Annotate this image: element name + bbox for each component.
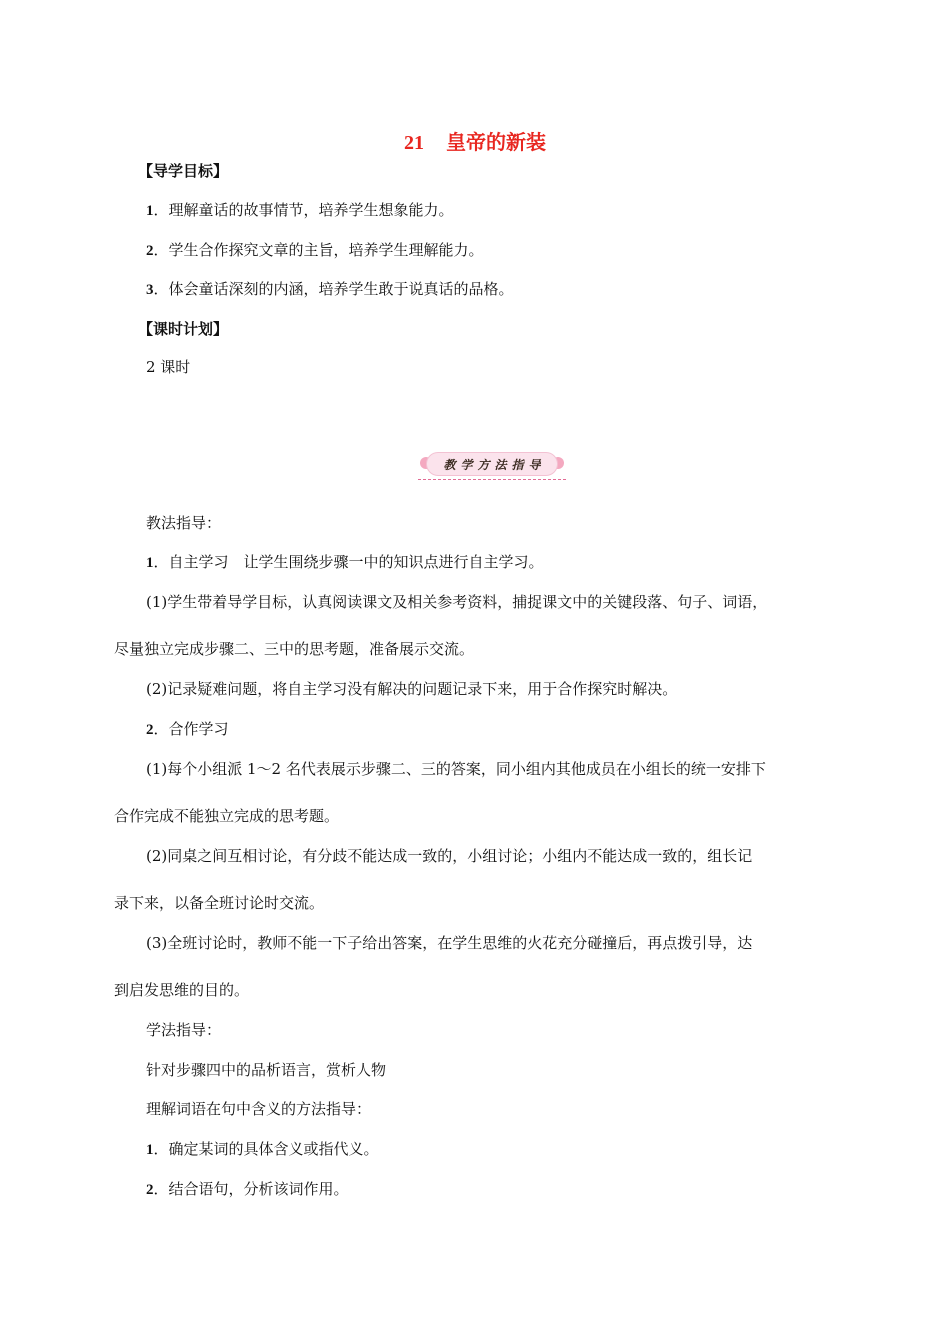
- step-text: ．合作学习: [153, 720, 229, 738]
- step-text: ．自主学习 让学生围绕步骤一中的知识点进行自主学习。: [153, 553, 544, 571]
- banner-box: [426, 452, 558, 476]
- method-number: 1: [146, 1142, 154, 1158]
- goal-text: ．理解童话的故事情节，培养学生想象能力。: [153, 201, 454, 219]
- method-2: [146, 1179, 349, 1200]
- paragraph-line: (2)记录疑难问题，将自主学习没有解决的问题记录下来，用于合作探究时解决。: [146, 680, 678, 698]
- paragraph-line: 合作完成不能独立完成的思考题。: [114, 807, 340, 825]
- paragraph-line: 录下来，以备全班讨论时交流。: [114, 894, 325, 912]
- step-number: 1: [146, 555, 154, 571]
- paragraph-line: (3)全班讨论时，教师不能一下子给出答案，在学生思维的火花充分碰撞后，再点拨引导，达: [146, 934, 753, 952]
- goal-text: ．体会童话深刻的内涵，培养学生敢于说真话的品格。: [153, 280, 514, 298]
- goal-item-3: [146, 279, 514, 300]
- goals-header: 【导学目标】: [138, 162, 229, 180]
- lesson-number: 21: [404, 132, 424, 154]
- step-1: [146, 552, 544, 573]
- step-number: 2: [146, 722, 154, 738]
- paragraph-line: (1)每个小组派 1～2 名代表展示步骤二、三的答案，同小组内其他成员在小组长的统一安排下: [146, 760, 766, 778]
- lesson-title: 皇帝的新装: [446, 130, 546, 154]
- section-banner: [418, 451, 566, 481]
- goal-number: 3: [146, 282, 154, 298]
- paragraph-line: (2)同桌之间互相讨论，有分歧不能达成一致的，小组讨论；小组内不能达成一致的，组长记: [146, 847, 753, 865]
- plan-text: 2 课时: [146, 358, 191, 376]
- page-title: [0, 129, 950, 156]
- goal-number: 1: [146, 203, 154, 219]
- step-2: [146, 719, 229, 740]
- paragraph-line: 理解词语在句中含义的方法指导：: [146, 1100, 372, 1118]
- banner-label: 教学方法指导: [443, 457, 546, 472]
- teach-header: 教法指导：: [146, 514, 222, 532]
- learn-header: 学法指导：: [146, 1021, 222, 1039]
- goal-number: 2: [146, 243, 154, 259]
- banner-underline: [418, 479, 566, 480]
- method-text: ．确定某词的具体含义或指代义。: [153, 1140, 379, 1158]
- paragraph-line: 针对步骤四中的品析语言，赏析人物: [146, 1061, 387, 1079]
- paragraph-line: 尽量独立完成步骤二、三中的思考题，准备展示交流。: [114, 640, 475, 658]
- paragraph-line: 到启发思维的目的。: [114, 981, 250, 999]
- paragraph-line: (1)学生带着导学目标，认真阅读课文及相关参考资料，捕捉课文中的关键段落、句子、词语，: [146, 593, 768, 611]
- method-1: [146, 1139, 379, 1160]
- plan-header: 【课时计划】: [138, 320, 229, 338]
- goal-text: ．学生合作探究文章的主旨，培养学生理解能力。: [153, 241, 484, 259]
- method-text: ．结合语句，分析该词作用。: [153, 1180, 349, 1198]
- goal-item-1: [146, 200, 454, 221]
- method-number: 2: [146, 1182, 154, 1198]
- goal-item-2: [146, 240, 484, 261]
